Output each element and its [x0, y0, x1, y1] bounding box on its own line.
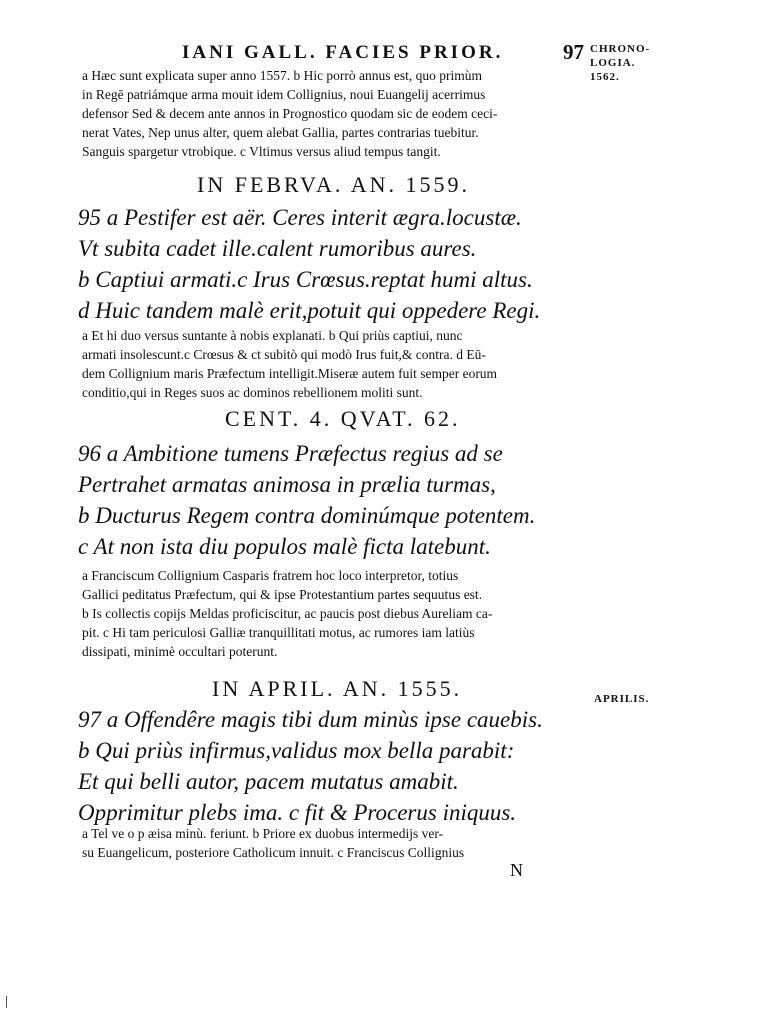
commentary-95	[82, 326, 582, 402]
running-head: IANI GALL. FACIES PRIOR.	[182, 42, 504, 63]
commentary-line: a Et hi duo versus suntante à nobis explanati. b Qui priùs captiui, nunc	[82, 328, 463, 343]
commentary-line: defensor Sed & decem ante annos in Prognostico quodam sic de eodem ceci-	[82, 106, 498, 121]
verse-line: b Ducturus Regem contra dominúmque potentem.	[78, 503, 536, 528]
commentary-line: Sanguis spargetur vtrobique. c Vltimus versus aliud tempus tangit.	[82, 144, 441, 159]
margin-note-line: CHRONO-	[590, 43, 651, 55]
verse-line: c At non ista diu populos malè ficta latebunt.	[78, 534, 491, 559]
commentary-line: conditio,qui in Reges suos ac dominos rebellionem moliti sunt.	[82, 385, 423, 400]
verse-line: Vt subita cadet ille.calent rumoribus aures.	[78, 236, 477, 261]
commentary-line: armati insolescunt.c Crœsus & ct subitò qui modò Irus fuit,& contra. d Eū-	[82, 347, 486, 362]
section-heading-febrva: IN FEBRVA. AN. 1559.	[197, 172, 470, 197]
commentary-line: pit. c Hi tam periculosi Galliæ tranquillitati motus, ac rumores iam latiùs	[82, 625, 475, 640]
verse-line: Et qui belli autor, pacem mutatus amabit.	[78, 769, 459, 794]
verse-line: Opprimitur plebs ima. c fit & Procerus iniquus.	[78, 800, 517, 825]
verse-line: Pertrahet armatas animosa in prælia turmas,	[78, 472, 496, 497]
scan-mark	[6, 996, 7, 1008]
quatrain-95	[78, 202, 540, 326]
commentary-97	[82, 824, 582, 862]
commentary-line: in Regē patriámque arma mouit idem Collignius, noui Euangelij acerrimus	[82, 87, 486, 102]
signature-mark: N	[510, 860, 523, 880]
commentary-top	[82, 66, 582, 161]
margin-note-line: LOGIA.	[590, 57, 636, 69]
margin-note-chronologia	[590, 42, 650, 84]
commentary-line: Gallici peditatus Præfectum, qui & ipse Protestantium partes sequutus est.	[82, 587, 483, 602]
section-heading-april: IN APRIL. AN. 1555.	[212, 676, 463, 701]
commentary-line: nerat Vates, Nep unus alter, quem alebat Gallia, partes contrarias tuebitur.	[82, 125, 479, 140]
commentary-line: a Franciscum Collignium Casparis fratrem hoc loco interpretor, totius	[82, 568, 459, 583]
margin-note-line: 1562.	[590, 71, 620, 83]
commentary-line: a Tel ve o p æisa minù. feriunt. b Priore ex duobus intermedijs ver-	[82, 826, 444, 841]
commentary-line: su Euangelicum, posteriore Catholicum innuit. c Franciscus Collignius	[82, 845, 465, 860]
verse-line: 95 a Pestifer est aër. Ceres interit ægra.locustæ.	[78, 205, 522, 230]
commentary-line: a Hæc sunt explicata super anno 1557. b Hic porrò annus est, quo primùm	[82, 68, 483, 83]
verse-line: b Qui priùs infirmus,validus mox bella parabit:	[78, 738, 515, 763]
quatrain-96	[78, 438, 535, 562]
commentary-line: dem Collignium maris Præfectum intelligit.Miseræ autem fuit semper eorum	[82, 366, 498, 381]
verse-line: 97 a Offendêre magis tibi dum minùs ipse cauebis.	[78, 707, 543, 732]
commentary-96	[82, 566, 582, 661]
section-heading-cent4: CENT. 4. QVAT. 62.	[225, 406, 461, 431]
page-number: 97	[563, 40, 584, 64]
quatrain-97	[78, 704, 543, 828]
commentary-line: b Is collectis copijs Meldas proficiscitur, ac paucis post diebus Aureliam ca-	[82, 606, 493, 621]
margin-note-aprilis: APRILIS.	[594, 693, 650, 705]
verse-line: d Huic tandem malè erit,potuit qui oppedere Regi.	[78, 298, 541, 323]
verse-line: 96 a Ambitione tumens Præfectus regius ad se	[78, 441, 503, 466]
verse-line: b Captiui armati.c Irus Crœsus.reptat humi altus.	[78, 267, 533, 292]
commentary-line: dissipati, minimè occultari poterunt.	[82, 644, 278, 659]
